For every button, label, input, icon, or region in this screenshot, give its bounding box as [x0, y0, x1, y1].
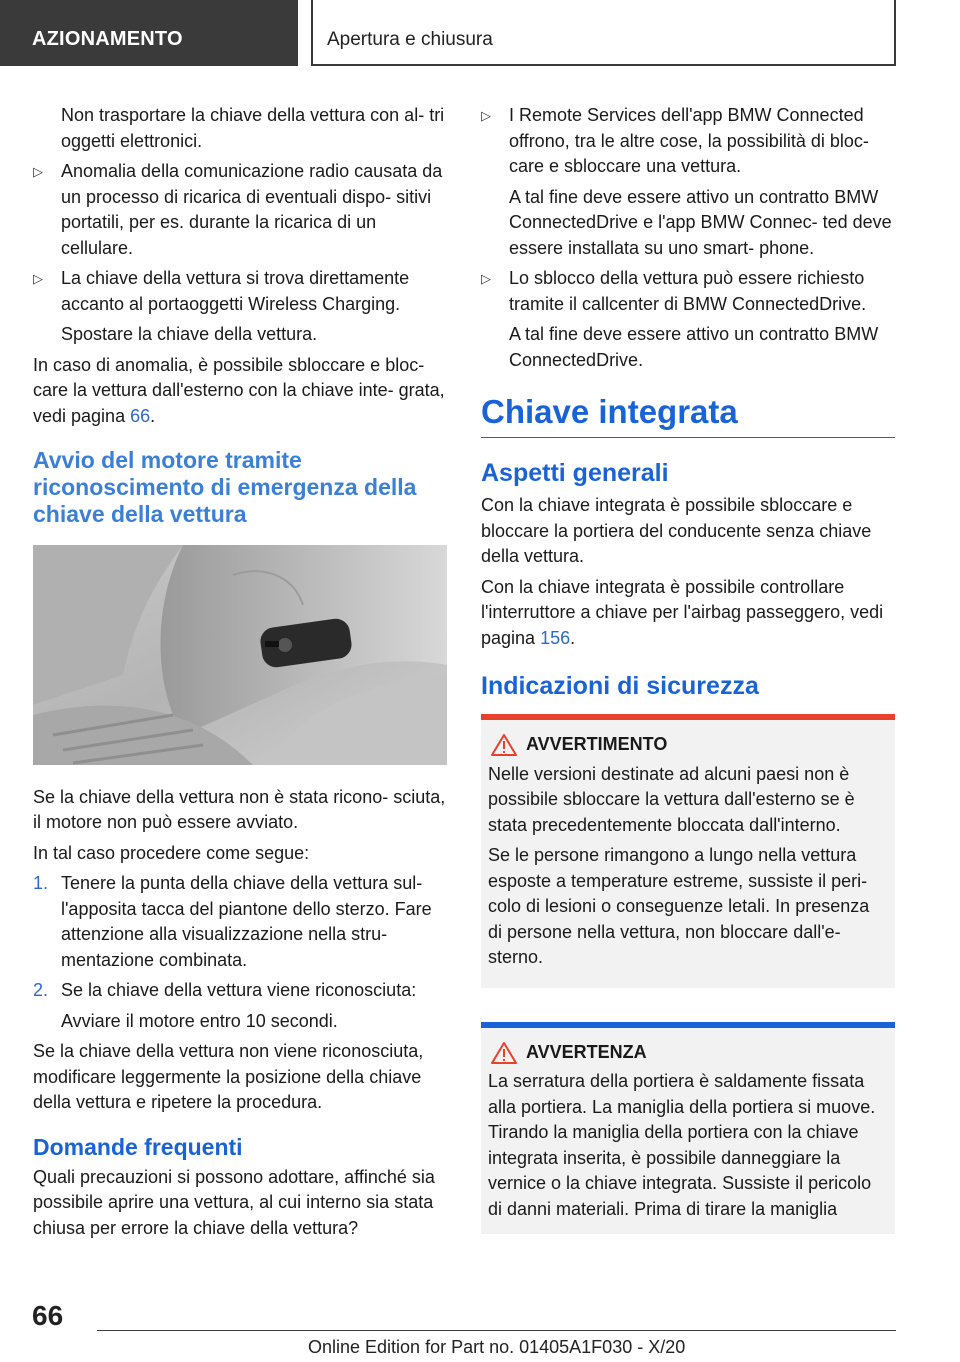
caution-box: [481, 1022, 895, 1235]
caution-text-1: La serratura della portiera è saldamente fissata alla portiera. La maniglia della portiera si muove. Tirando la maniglia della portiera con la chiave integrata inserita, è possibile danneggiare la vernice o la chiave integrata. Sussiste il pericolo di danni materiali. Prima di tirare la maniglia: [488, 1071, 876, 1219]
paragraph-retry: Se la chiave della vettura non viene riconosciuta, modificare leggermente la posizione della chiave della vettura e ripetere la procedura.: [33, 1041, 424, 1112]
warning-title: AVVERTIMENTO: [526, 732, 887, 758]
bullet-sub-text: A tal fine deve essere attivo un contratto BMW ConnectedDrive.: [509, 324, 879, 370]
bullet-sub-text: Spostare la chiave della vettura.: [61, 324, 318, 344]
step-number: 2.: [33, 980, 49, 1000]
heading-general: Aspetti generali: [481, 459, 669, 487]
paragraph-faq: Quali precauzioni si possono adottare, affinché sia possibile aprire una vettura, al cui interno sia stata chiusa per errore la chiave della vettura?: [33, 1166, 435, 1238]
section-tab: [0, 0, 298, 66]
page-link-66[interactable]: 66: [130, 405, 151, 426]
triangle-bullet-icon: ▷: [481, 108, 491, 123]
warning-text-2: Se le persone rimangono a lungo nella vettura esposte a temperature estreme, sussiste il peri- colo di lesioni o conseguenze letali. In presenza di persone nella vettura, non bloccare dall'e- sterno.: [488, 845, 870, 967]
triangle-bullet-icon: ▷: [33, 164, 43, 179]
chapter-title: Apertura e chiusura: [327, 29, 493, 50]
page-link-156[interactable]: 156: [540, 627, 571, 648]
step-item: 2. Se la chiave della vettura viene riconosciuta:: [33, 978, 447, 1004]
heading-emergency-start: Avvio del motore tramite riconoscimento di emergenza della chiave della vettura: [33, 447, 417, 527]
heading-faq: Domande frequenti: [33, 1133, 243, 1160]
paragraph-not-recognized: Se la chiave della vettura non è stata ricono- sciuta, il motore non può essere avviato.: [33, 786, 446, 832]
footer-divider: [97, 1330, 896, 1331]
warning-triangle-icon: [491, 1042, 517, 1064]
warning-text-1: Nelle versioni destinate ad alcuni paesi non è possibile sbloccare la vettura dall'esterno se è stata precedentemente bloccata dall'interno.: [488, 763, 855, 835]
left-column: [33, 103, 447, 1246]
list-item: ▷ La chiave della vettura si trova direttamente accanto al portaoggetti Wireless Charging.: [33, 268, 410, 314]
list-item: ▷ Anomalia della comunicazione radio causata da un processo di ricarica di eventuali dispo- sitivi portatili, per es. durante la ricarica di un cellulare.: [33, 161, 443, 258]
paragraph-proceed: In tal caso procedere come segue:: [33, 842, 310, 863]
step-number: 1.: [33, 873, 49, 893]
warning-triangle-icon: [491, 734, 517, 756]
triangle-bullet-icon: ▷: [481, 271, 491, 286]
step-sub-text: Avviare il motore entro 10 secondi.: [61, 1010, 338, 1031]
warning-box: [481, 714, 895, 988]
list-item: ▷ I Remote Services dell'app BMW Connected offrono, tra le altre cose, la possibilità di bloc- care e sbloccare una vettura.: [481, 105, 869, 176]
section-title: AZIONAMENTO: [32, 28, 183, 50]
page-number: 66: [32, 1300, 64, 1331]
paragraph-general-1: Con la chiave integrata è possibile sbloccare e bloccare la portiera del conducente senza chiave della vettura.: [481, 495, 872, 566]
triangle-bullet-icon: ▷: [33, 271, 43, 286]
paragraph-general-2: Con la chiave integrata è possibile controllare l'interruttore a chiave per l'airbag passeggero, vedi pagina 156.: [481, 576, 884, 648]
paragraph-anomaly: In caso di anomalia, è possibile sbloccare e bloc- care la vettura dall'esterno con la chiave inte- grata, vedi pagina 66.: [33, 354, 445, 426]
bullet-sub-text: A tal fine deve essere attivo un contratto BMW ConnectedDrive e l'app BMW Connec- ted deve essere installata su uno smart- phone.: [509, 186, 892, 258]
right-column: [481, 103, 895, 1234]
list-item: ▷ Lo sblocco della vettura può essere richiesto tramite il callcenter di BMW ConnectedDrive.: [481, 268, 867, 314]
caution-title: AVVERTENZA: [526, 1040, 887, 1066]
page-header: [0, 0, 960, 66]
steering-column-key-photo: [33, 545, 447, 765]
heading-safety: Indicazioni di sicurezza: [481, 672, 759, 700]
chapter-tab: [311, 0, 896, 66]
heading-integrated-key: Chiave integrata: [481, 393, 895, 438]
edition-text: Online Edition for Part no. 01405A1F030 - X/20: [308, 1337, 686, 1357]
step-item: 1. Tenere la punta della chiave della vettura sul- l'apposita tacca del piantone dello sterzo. Fare attenzione alla visualizzazione nella stru- mentazione combinata.: [33, 873, 432, 970]
paragraph-continued: Non trasportare la chiave della vettura con al- tri oggetti elettronici.: [61, 105, 445, 151]
